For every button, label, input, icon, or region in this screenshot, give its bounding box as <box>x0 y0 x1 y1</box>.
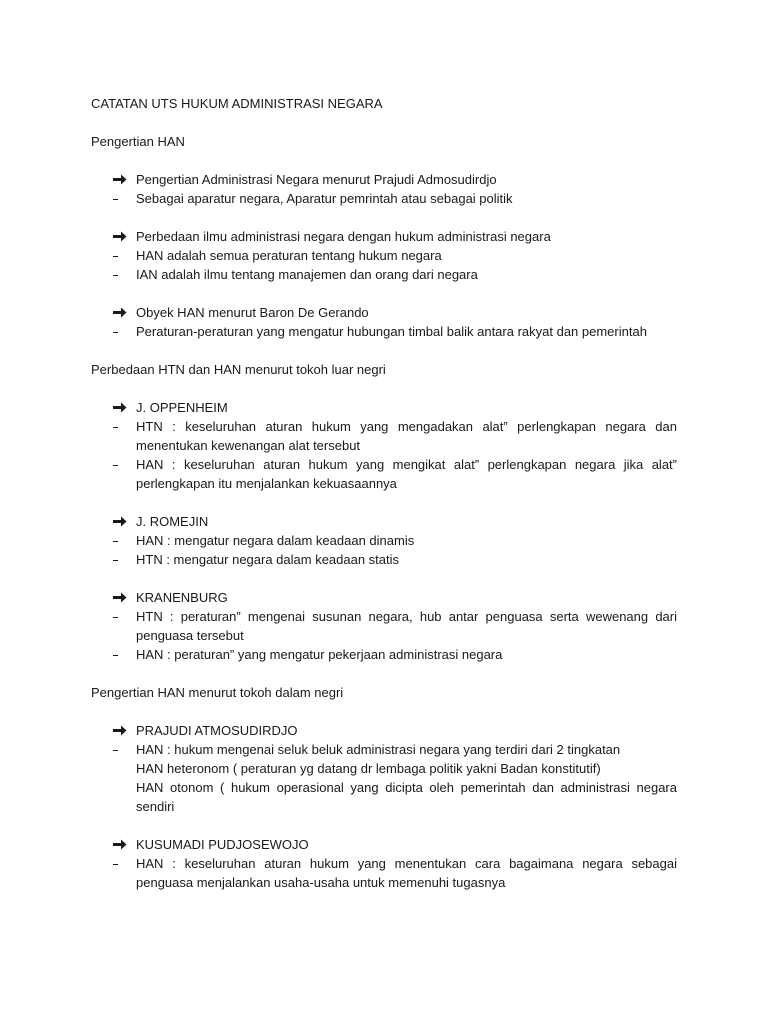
arrow-item-text: PRAJUDI ATMOSUDIRDJO <box>136 723 298 738</box>
arrow-item <box>91 588 677 607</box>
dash-item-line: HAN : keseluruhan aturan hukum yang menentukan cara bagaimana negara sebagai penguasa menjalankan usaha-usaha untuk memenuhi tugasnya <box>136 856 677 890</box>
section-heading: Perbedaan HTN dan HAN menurut tokoh luar negri <box>91 362 386 377</box>
dash-bullet-icon <box>113 189 133 208</box>
spacer <box>91 664 677 683</box>
dash-bullet-icon <box>113 550 133 569</box>
dash-list-item <box>91 246 677 265</box>
arrow-right-icon <box>113 170 133 189</box>
dash-bullet-icon <box>113 455 133 474</box>
arrow-item-text: Perbedaan ilmu administrasi negara dengan hukum administrasi negara <box>136 229 551 244</box>
arrow-right-icon <box>113 588 133 607</box>
dash-bullet-icon <box>113 854 133 873</box>
section-heading: Pengertian HAN <box>91 134 185 149</box>
dash-list-item <box>91 189 677 208</box>
dash-list-item <box>91 645 677 664</box>
dash-list-item <box>91 740 677 816</box>
document-title: CATATAN UTS HUKUM ADMINISTRASI NEGARA <box>91 96 383 111</box>
spacer <box>91 113 677 132</box>
dash-item-line: HAN : peraturan” yang mengatur pekerjaan administrasi negara <box>136 647 503 662</box>
section-heading: Pengertian HAN menurut tokoh dalam negri <box>91 685 344 700</box>
dash-item-text <box>136 322 677 341</box>
dash-bullet-icon <box>113 265 133 284</box>
dash-bullet-icon <box>113 740 133 759</box>
arrow-item-text: KRANENBURG <box>136 590 228 605</box>
dash-item-text <box>136 607 677 645</box>
dash-item-line: Sebagai aparatur negara, Aparatur pemrintah atau sebagai politik <box>136 191 513 206</box>
arrow-item-text: Pengertian Administrasi Negara menurut Prajudi Admosudirdjo <box>136 172 497 187</box>
document-body <box>91 94 677 892</box>
dash-item-text <box>136 645 677 664</box>
dash-item-text <box>136 265 677 284</box>
dash-item-text <box>136 189 677 208</box>
dash-list-item <box>91 854 677 892</box>
arrow-item-text: KUSUMADI PUDJOSEWOJO <box>136 837 309 852</box>
dash-list-item <box>91 322 677 341</box>
dash-item-line: HAN : keseluruhan aturan hukum yang mengikat alat” perlengkapan negara jika alat” perlengkapan itu menjalankan kekuasaannya <box>136 457 677 491</box>
dash-item-line: HAN : mengatur negara dalam keadaan dinamis <box>136 533 415 548</box>
spacer <box>91 151 677 170</box>
dash-bullet-icon <box>113 417 133 436</box>
arrow-item <box>91 227 677 246</box>
spacer <box>91 379 677 398</box>
dash-list-item <box>91 417 677 455</box>
dash-bullet-icon <box>113 645 133 664</box>
arrow-item <box>91 303 677 322</box>
spacer <box>91 341 677 360</box>
arrow-right-icon <box>113 721 133 740</box>
dash-item-text <box>136 740 677 816</box>
dash-item-line: Peraturan-peraturan yang mengatur hubungan timbal balik antara rakyat dan pemerintah <box>136 324 647 339</box>
arrow-item-text: Obyek HAN menurut Baron De Gerando <box>136 305 369 320</box>
arrow-item-text: J. OPPENHEIM <box>136 400 228 415</box>
arrow-item <box>91 512 677 531</box>
dash-list-item <box>91 550 677 569</box>
arrow-right-icon <box>113 835 133 854</box>
spacer <box>91 493 677 512</box>
dash-bullet-icon <box>113 322 133 341</box>
dash-item-line: HTN : mengatur negara dalam keadaan statis <box>136 552 400 567</box>
dash-item-line: HAN adalah semua peraturan tentang hukum negara <box>136 248 442 263</box>
spacer <box>91 569 677 588</box>
dash-bullet-icon <box>113 607 133 626</box>
arrow-right-icon <box>113 512 133 531</box>
dash-item-text <box>136 854 677 892</box>
arrow-item <box>91 721 677 740</box>
dash-item-line: IAN adalah ilmu tentang manajemen dan orang dari negara <box>136 267 478 282</box>
spacer <box>91 702 677 721</box>
dash-list-item <box>91 531 677 550</box>
dash-item-text <box>136 531 677 550</box>
spacer <box>91 816 677 835</box>
arrow-item <box>91 170 677 189</box>
arrow-right-icon <box>113 303 133 322</box>
dash-item-line: HAN : hukum mengenai seluk beluk administrasi negara yang terdiri dari 2 tingkatan <box>136 742 621 757</box>
dash-item-text <box>136 246 677 265</box>
arrow-right-icon <box>113 398 133 417</box>
dash-item-line: HAN heteronom ( peraturan yg datang dr lembaga politik yakni Badan konstitutif) <box>136 761 601 776</box>
dash-item-text <box>136 417 677 455</box>
spacer <box>91 208 677 227</box>
arrow-item <box>91 835 677 854</box>
dash-bullet-icon <box>113 531 133 550</box>
dash-item-text <box>136 550 677 569</box>
dash-item-line: HTN : peraturan” mengenai susunan negara, hub antar penguasa serta wewenang dari penguasa tersebut <box>136 609 677 643</box>
arrow-item-text: J. ROMEJIN <box>136 514 209 529</box>
dash-list-item <box>91 607 677 645</box>
spacer <box>91 284 677 303</box>
dash-list-item <box>91 265 677 284</box>
dash-item-line: HAN otonom ( hukum operasional yang dicipta oleh pemerintah dan administrasi negara sendiri <box>136 780 677 814</box>
arrow-item <box>91 398 677 417</box>
dash-item-line: HTN : keseluruhan aturan hukum yang mengadakan alat” perlengkapan negara dan menentukan kewenangan alat tersebut <box>136 419 677 453</box>
dash-item-text <box>136 455 677 493</box>
arrow-right-icon <box>113 227 133 246</box>
dash-bullet-icon <box>113 246 133 265</box>
dash-list-item <box>91 455 677 493</box>
